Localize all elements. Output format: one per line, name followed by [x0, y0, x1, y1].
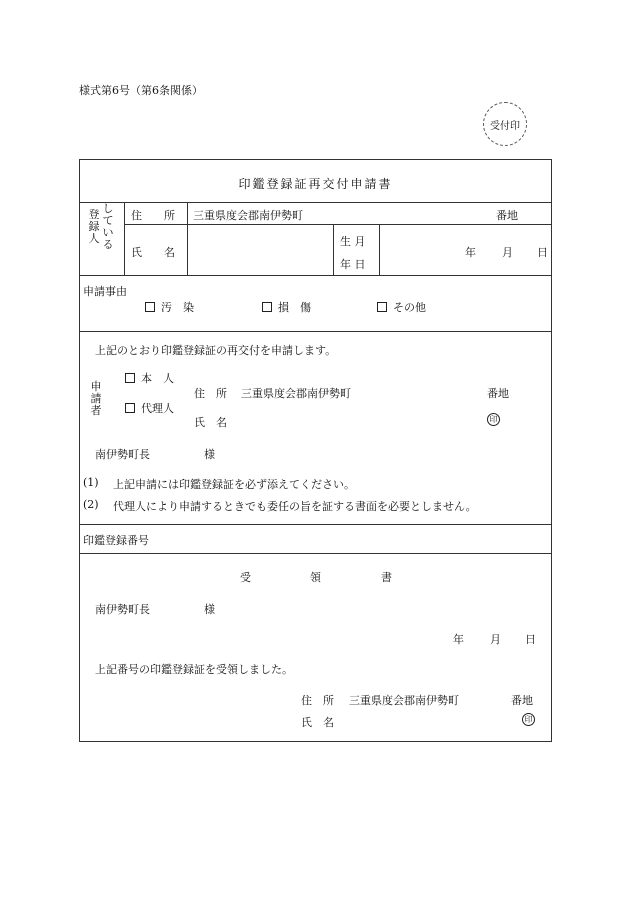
checkbox[interactable] [377, 302, 387, 312]
application-statement: 上記のとおり印鑑登録証の再交付を申請します。 [95, 344, 337, 357]
divider [79, 524, 552, 525]
divider [79, 331, 552, 332]
birth-label-bottom: 年 日 [340, 258, 366, 271]
applicant-address-label: 住 所 [194, 387, 227, 400]
reception-stamp-label: 受付印 [490, 120, 520, 132]
applicant-address-suffix: 番地 [487, 387, 509, 400]
birth-month-label: 月 [502, 246, 513, 259]
registrant-address-value[interactable]: 三重県度会郡南伊勢町 [193, 209, 303, 222]
receipt-honorific: 様 [204, 603, 215, 616]
registrant-label-col2: している [102, 202, 114, 251]
birth-year-label: 年 [465, 246, 476, 259]
receipt-address-suffix: 番地 [511, 694, 533, 707]
applicant-option-agent[interactable]: 代理人 [125, 400, 174, 416]
divider [124, 202, 125, 275]
receipt-statement: 上記番号の印鑑登録証を受領しました。 [95, 663, 293, 676]
receipt-address-label: 住 所 [301, 694, 334, 707]
registrant-address-suffix: 番地 [496, 209, 518, 222]
registration-number-label: 印鑑登録番号 [83, 534, 149, 547]
checkbox[interactable] [125, 373, 135, 383]
divider [79, 275, 552, 276]
applicant-option-self[interactable]: 本 人 [125, 370, 174, 386]
receipt-name-label: 氏 名 [301, 716, 334, 729]
receipt-title-char-2: 領 [310, 571, 321, 584]
birth-day-label: 日 [537, 246, 548, 259]
reason-option-other[interactable]: その他 [377, 299, 426, 315]
checkbox[interactable] [125, 403, 135, 413]
note-1-number: (1) [83, 476, 99, 489]
seal-mark: 印 [487, 413, 500, 426]
receipt-day-label: 日 [525, 633, 536, 646]
divider [79, 202, 552, 203]
registrant-label-col1: 登録人 [88, 208, 100, 245]
checkbox[interactable] [262, 302, 272, 312]
reason-option-contamination[interactable]: 汚 染 [145, 299, 194, 315]
receipt-addressee: 南伊勢町長 [95, 603, 150, 616]
reason-label: 申請事由 [83, 285, 127, 298]
seal-mark: 印 [522, 713, 535, 726]
divider [379, 224, 380, 275]
page-title: 印鑑登録証再交付申請書 [238, 177, 393, 191]
divider [187, 202, 188, 275]
applicant-name-label: 氏 名 [194, 416, 227, 429]
applicant-label: 申請者 [90, 380, 102, 417]
receipt-title-char-1: 受 [240, 571, 251, 584]
application-addressee: 南伊勢町長 [95, 448, 150, 461]
application-honorific: 様 [204, 448, 215, 461]
registrant-address-label: 住 所 [131, 209, 175, 222]
reception-stamp-area [483, 102, 527, 146]
note-1: 上記申請には印鑑登録証を必ず添えてください。 [113, 478, 355, 491]
divider [333, 224, 334, 275]
reason-option-damage[interactable]: 損 傷 [262, 299, 311, 315]
receipt-year-label: 年 [453, 633, 464, 646]
registrant-name-field[interactable] [190, 228, 330, 272]
receipt-title-char-3: 書 [381, 571, 392, 584]
birth-label-top: 生 月 [340, 235, 366, 248]
registrant-name-label: 氏 名 [131, 246, 175, 259]
checkbox[interactable] [145, 302, 155, 312]
note-2-number: (2) [83, 498, 99, 511]
receipt-address-value[interactable]: 三重県度会郡南伊勢町 [349, 694, 459, 707]
form-number: 様式第6号（第6条関係） [79, 84, 203, 97]
applicant-address-value[interactable]: 三重県度会郡南伊勢町 [241, 387, 351, 400]
note-2: 代理人により申請するときでも委任の旨を証する書面を必要としません。 [113, 500, 477, 513]
divider [79, 553, 552, 554]
divider [124, 224, 552, 225]
receipt-month-label: 月 [490, 633, 501, 646]
